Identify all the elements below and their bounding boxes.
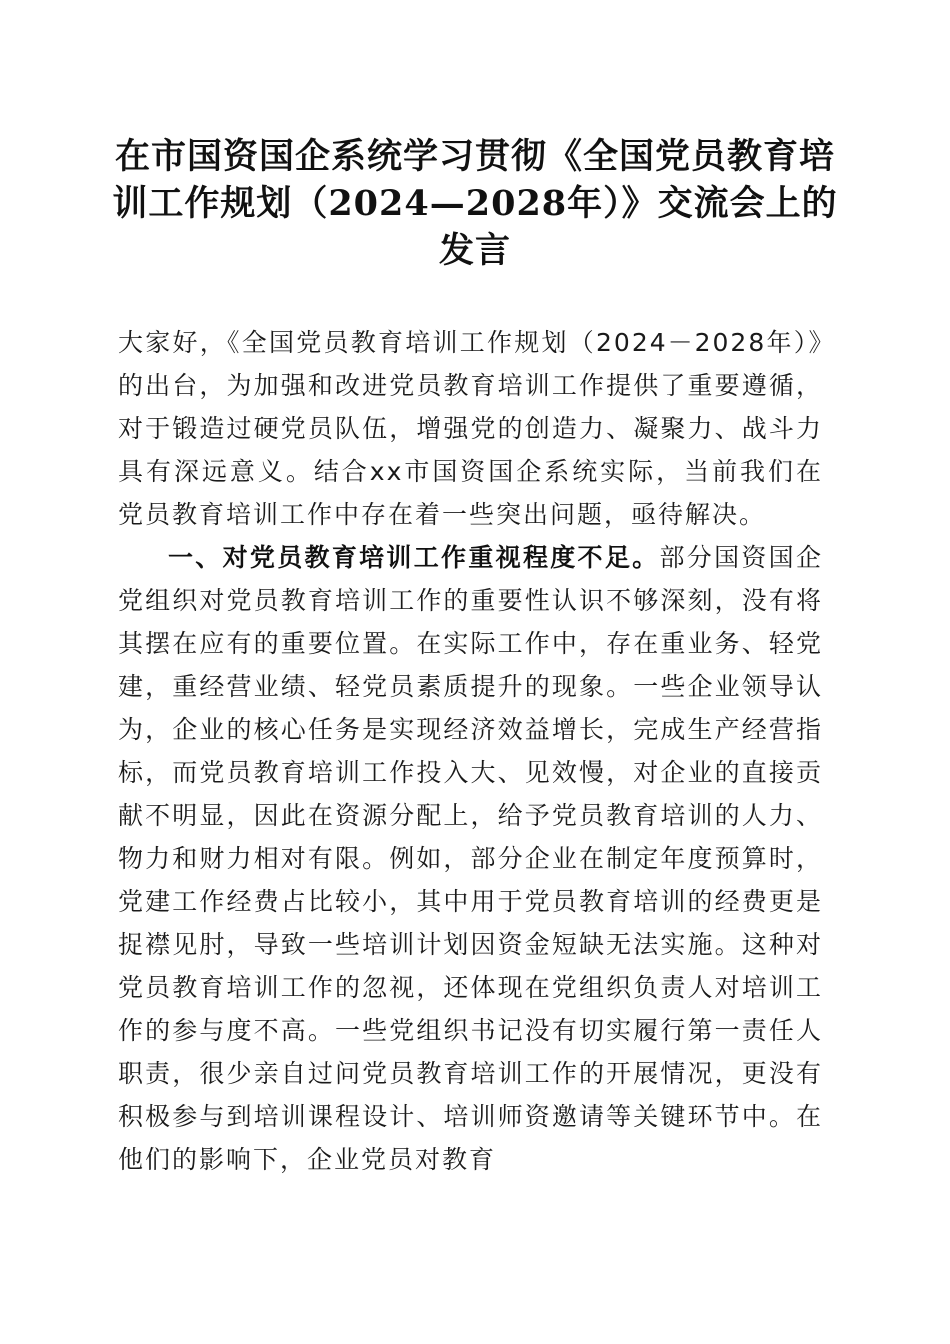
section-1-body: 部分国资国企党组织对党员教育培训工作的重要性认识不够深刻，没有将其摆在应有的重要位置。在实际工作中，存在重业务、轻党建，重经营业绩、轻党员素质提升的现象。一些企业领导认为，企业的核心任务是实现经济效益增长，完成生产经营指标，而党员教育培训工作投入大、见效慢，对企业的直接贡献不明显，因此在资源分配上，给予党员教育培训的人力、物力和财力相对有限。例如，部分企业在制定年度预算时，党建工作经费占比较小，其中用于党员教育培训的经费更是捉襟见肘，导致一些培训计划因资金短缺无法实施。这种对党员教育培训工作的忽视，还体现在党组织负责人对培训工作的参与度不高。一些党组织书记没有切实履行第一责任人职责，很少亲自过问党员教育培训工作的开展情况，更没有积极参与到培训课程设计、培训师资邀请等关键环节中。在他们的影响下，企业党员对教育 <box>118 543 823 1174</box>
intro-paragraph: 大家好，《全国党员教育培训工作规划（2024－2028年）》的出台，为加强和改进党员教育培训工作提供了重要遵循，对于锻造过硬党员队伍，增强党的创造力、凝聚力、战斗力具有深远意义。结合xx市国资国企系统实际，当前我们在党员教育培训工作中存在着一些突出问题，亟待解决。 <box>118 328 823 529</box>
section-1-heading: 一、对党员教育培训工作重视程度不足。 <box>168 543 660 572</box>
section-1-paragraph <box>118 536 823 1181</box>
document-body <box>118 321 823 1181</box>
document-title: 在市国资国企系统学习贯彻《全国党员教育培训工作规划（2024—2028年）》交流会上的发言 <box>112 136 838 271</box>
